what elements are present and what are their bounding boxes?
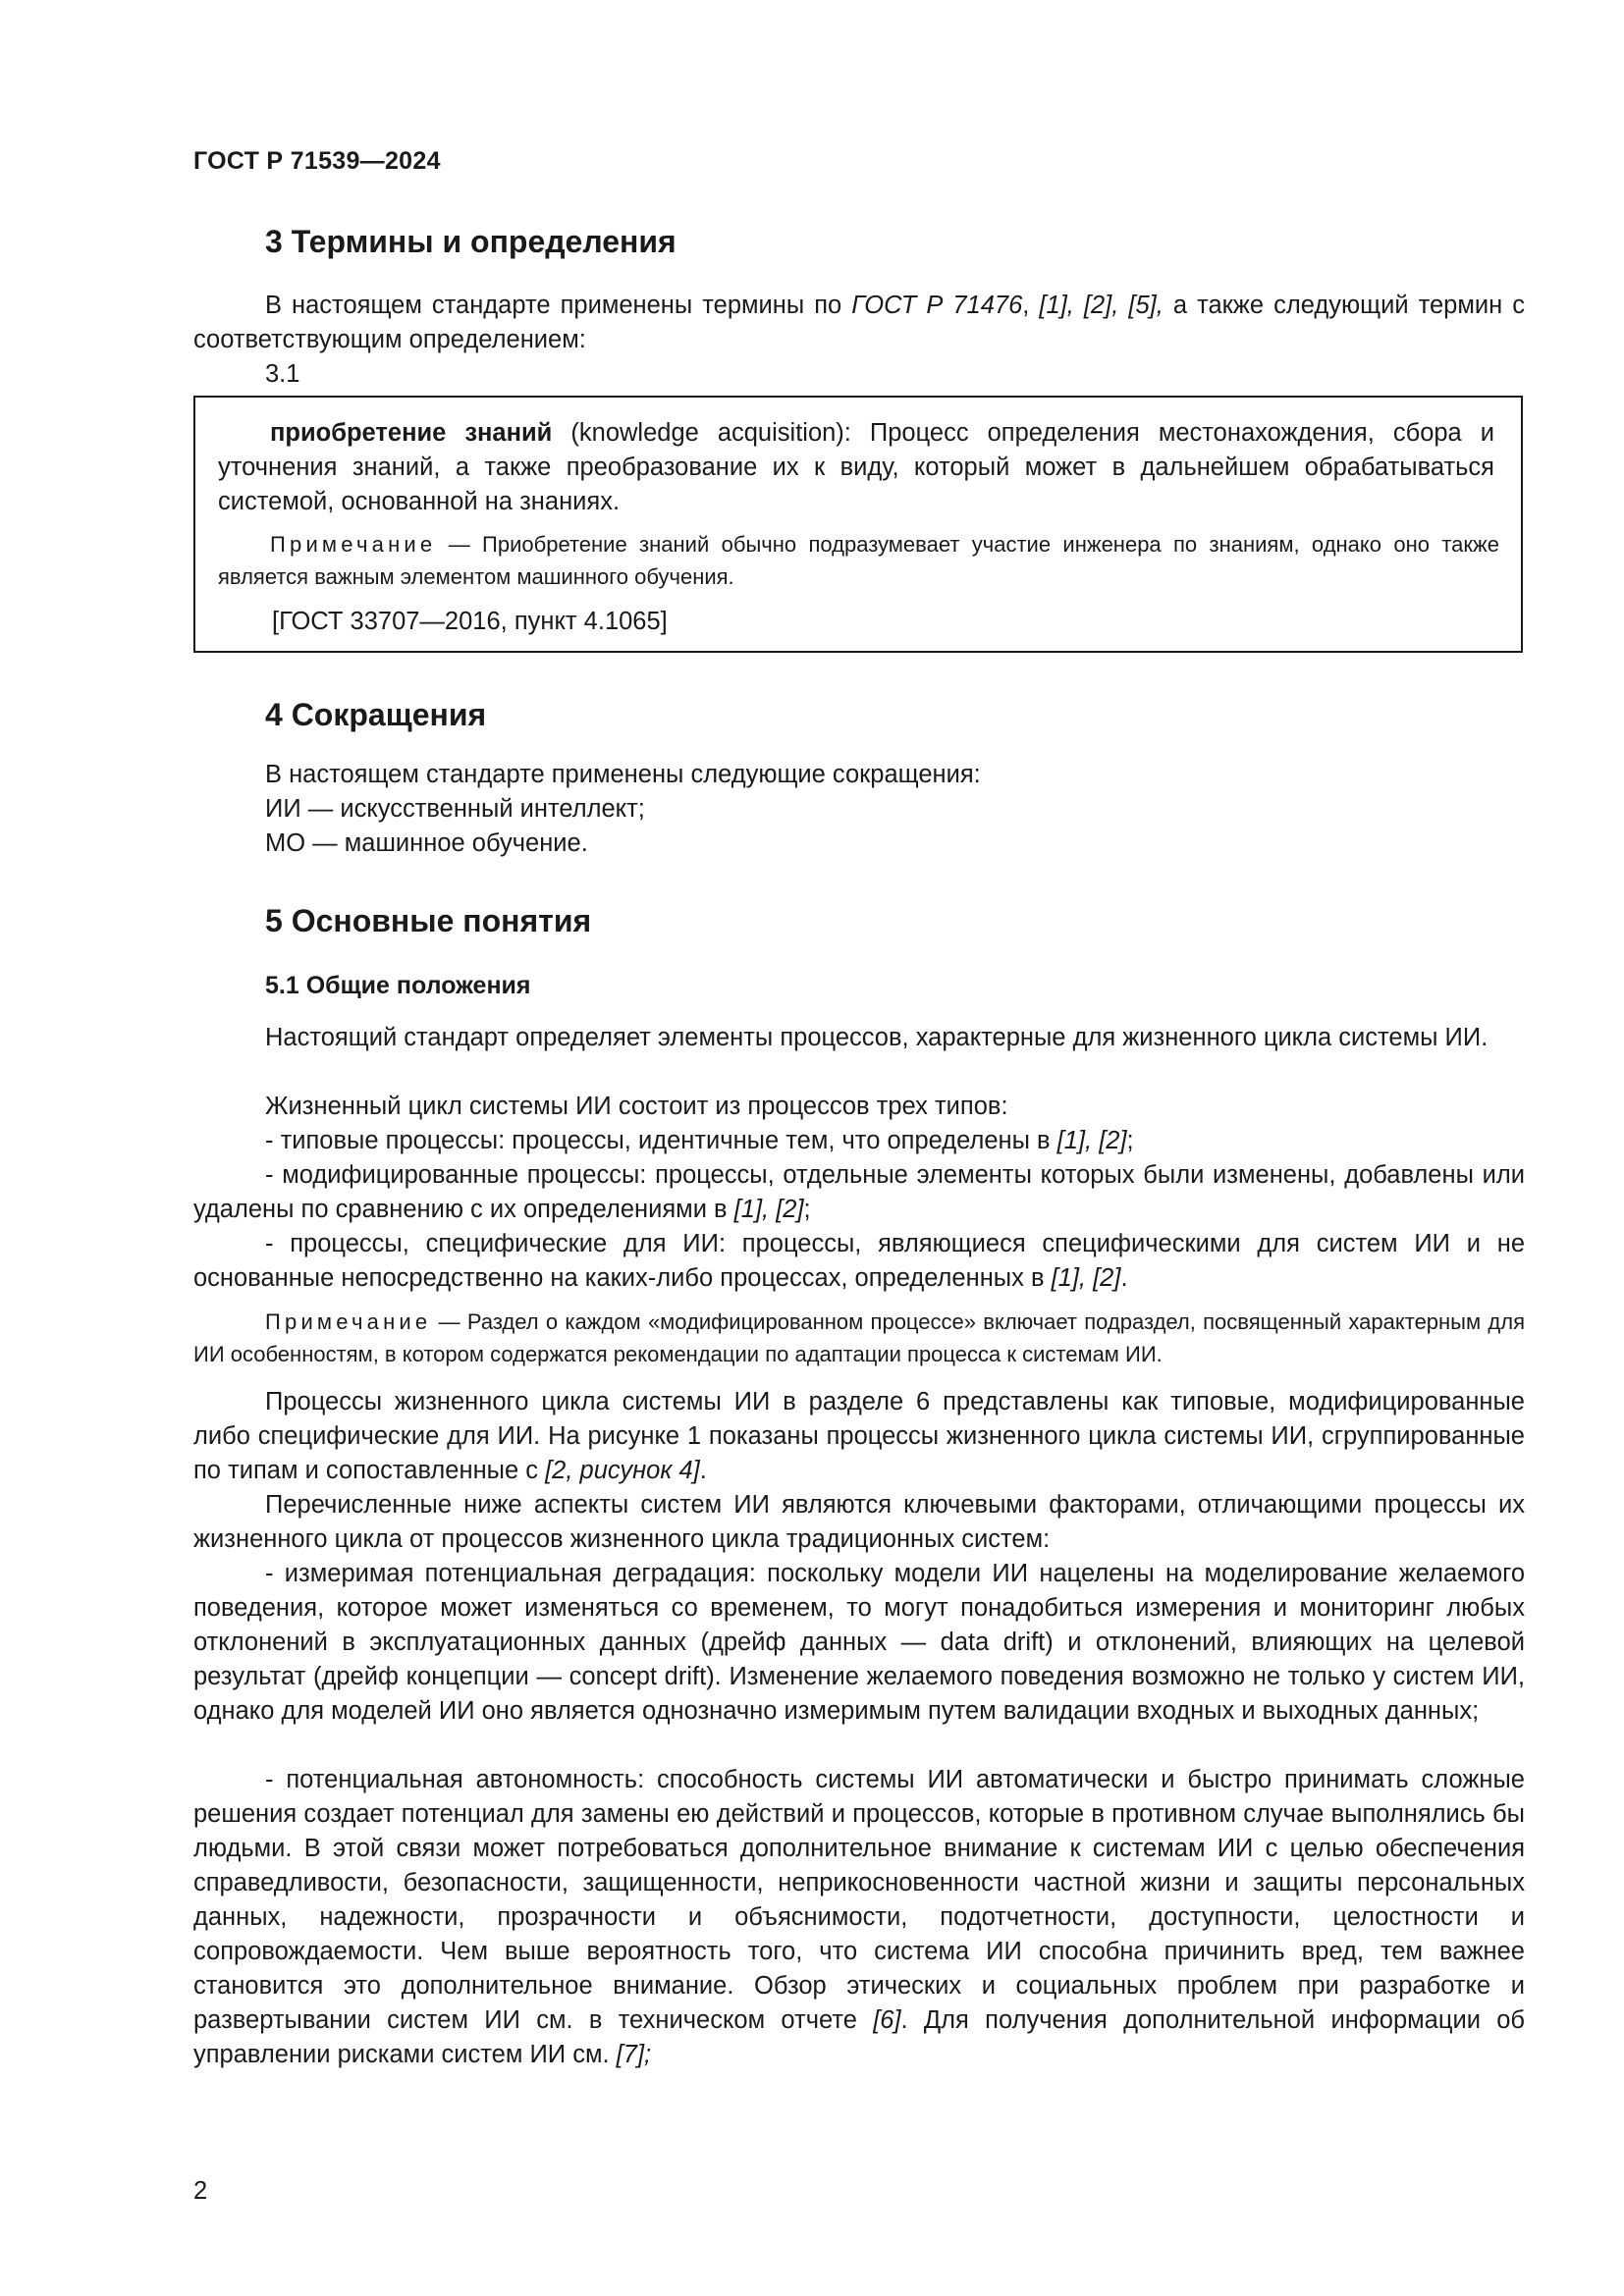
term-number: 3.1 bbox=[265, 360, 300, 388]
list-item-typical-end: ; bbox=[1126, 1127, 1134, 1154]
paragraph-figure-ref bbox=[193, 1385, 1525, 1488]
intro-text-a: В настоящем стандарте применены термины по bbox=[265, 292, 852, 319]
list-item-ai-specific-text: - процессы, специфические для ИИ: процессы, являющиеся специфическими для систем ИИ и не основанные непосредственно на каких-либо процессах, определенных в bbox=[193, 1230, 1525, 1292]
paragraph-lifecycle-types-text: Жизненный цикл системы ИИ состоит из процессов трех типов: bbox=[265, 1093, 1008, 1120]
list-item-ai-specific-ref: [1], [2] bbox=[1051, 1264, 1121, 1292]
list-item-modified-ref: [1], [2] bbox=[733, 1196, 804, 1223]
list-item-degradation-text: - измеримая потенциальная деградация: поскольку модели ИИ нацелены на моделирование желаемого поведения, которое может изменяться со временем, то могут понадобиться измерения и мониторинг любых отклонений в эксплуатационных данных (дрейф данных — data drift) и отклонений, влияющих на целевой результат (дрейф концепции — concept drift). Изменение желаемого поведения возможно не только у систем ИИ, однако для моделей ИИ оно является однозначно измеримым путем валидации входных и выходных данных; bbox=[193, 1560, 1525, 1725]
paragraph-scope bbox=[193, 1021, 1525, 1055]
paragraph-key-aspects-text: Перечисленные ниже аспекты систем ИИ являются ключевыми факторами, отличающими процессы их жизненного цикла от процессов жизненного цикла традиционных систем: bbox=[193, 1491, 1525, 1553]
section-3-intro bbox=[193, 289, 1525, 357]
section-5-note-text: — Раздел о каждом «модифицированном процессе» включает подраздел, посвященный характерным для ИИ особенностям, в котором содержатся рекомендации по адаптации процесса к системам ИИ. bbox=[193, 1309, 1525, 1366]
list-item-degradation bbox=[193, 1557, 1525, 1729]
intro-reference-gost: ГОСТ Р 71476 bbox=[851, 292, 1023, 319]
section-3-title: 3 Термины и определения bbox=[265, 224, 677, 259]
term-definition-text: (knowledge acquisition): Процесс определения местонахождения, сбора и уточнения знаний, а также преобразование их к виду, который может в дальнейшем обрабатываться системой, основанной на знаниях. bbox=[218, 419, 1494, 515]
term-note-text: — Приобретение знаний обычно подразумевает участие инженера по знаниям, однако оно также является важным элементом машинного обучения. bbox=[218, 532, 1499, 589]
paragraph-scope-text: Настоящий стандарт определяет элементы процессов, характерные для жизненного цикла системы ИИ. bbox=[265, 1024, 1489, 1051]
section-4-title: 4 Сокращения bbox=[265, 697, 487, 732]
intro-text-c: а также следующий термин с соответствующим определением: bbox=[193, 292, 1526, 353]
list-item-autonomy-text: - потенциальная автономность: способность системы ИИ автоматически и быстро принимать сложные решения создает потенциал для замены ею действий и процессов, которые в противном случае выполнялись бы людьми. В этой связи может потребоваться дополнительное внимание к системам ИИ с целью обеспечения справедливости, безопасности, защищенности, неприкосновенности частной жизни и защиты персональных данных, надежности, прозрачности и объяснимости, подотчетности, доступности, целостности и сопровождаемости. Чем выше вероятность того, что система ИИ способна причинить вред, тем важнее становится это дополнительное внимание. Обзор этических и социальных проблем при разработке и развертывании систем ИИ см. в техническом отчете bbox=[193, 1766, 1525, 2034]
abbreviation-ai: ИИ — искусственный интеллект; bbox=[265, 795, 645, 823]
list-item-typical bbox=[193, 1124, 1525, 1158]
page-number: 2 bbox=[193, 2177, 208, 2205]
list-item-autonomy-ref-7: [7]; bbox=[616, 2041, 652, 2068]
list-item-autonomy-text-b: . Для получения дополнительной информации об управлении рисками систем ИИ см. bbox=[193, 2006, 1525, 2068]
paragraph-figure-ref-text: Процессы жизненного цикла системы ИИ в разделе 6 представлены как типовые, модифицированные либо специфические для ИИ. На рисунке 1 показаны процессы жизненного цикла системы ИИ, сгруппированные по типам и сопоставленные с bbox=[193, 1388, 1525, 1484]
term-source: [ГОСТ 33707—2016, пункт 4.1065] bbox=[272, 608, 668, 635]
intro-text-b: , bbox=[1022, 292, 1040, 319]
term-name: приобретение знаний bbox=[270, 419, 553, 447]
list-item-autonomy bbox=[193, 1763, 1525, 2072]
term-note bbox=[218, 528, 1499, 593]
section-4-intro: В настоящем стандарте применены следующие сокращения: bbox=[265, 761, 981, 788]
paragraph-figure-ref-citation: [2, рисунок 4] bbox=[545, 1457, 700, 1484]
list-item-ai-specific-end: . bbox=[1120, 1264, 1128, 1292]
term-definition bbox=[218, 416, 1494, 519]
intro-reference-list: [1], [2], [5], bbox=[1039, 292, 1164, 319]
list-item-modified-text: - модифицированные процессы: процессы, отдельные элементы которых были изменены, добавлены или удалены по сравнению с их определениями в bbox=[193, 1161, 1525, 1223]
list-item-ai-specific bbox=[193, 1227, 1525, 1296]
list-item-autonomy-ref-6: [6] bbox=[873, 2006, 901, 2034]
section-5-note bbox=[193, 1306, 1525, 1370]
list-item-modified-end: ; bbox=[803, 1196, 811, 1223]
term-note-label: Примечание bbox=[270, 532, 437, 557]
paragraph-key-aspects bbox=[193, 1488, 1525, 1557]
list-item-typical-ref: [1], [2] bbox=[1056, 1127, 1127, 1154]
section-5-note-label: Примечание bbox=[265, 1309, 432, 1334]
paragraph-lifecycle-types bbox=[193, 1090, 1525, 1124]
subsection-5-1-title: 5.1 Общие положения bbox=[265, 972, 531, 999]
paragraph-figure-ref-end: . bbox=[699, 1457, 707, 1484]
section-5-title: 5 Основные понятия bbox=[265, 903, 592, 938]
document-header: ГОСТ Р 71539—2024 bbox=[193, 147, 441, 175]
list-item-modified bbox=[193, 1158, 1525, 1227]
abbreviation-ml: МО — машинное обучение. bbox=[265, 829, 588, 857]
list-item-typical-text: - типовые процессы: процессы, идентичные тем, что определены в bbox=[265, 1127, 1057, 1154]
